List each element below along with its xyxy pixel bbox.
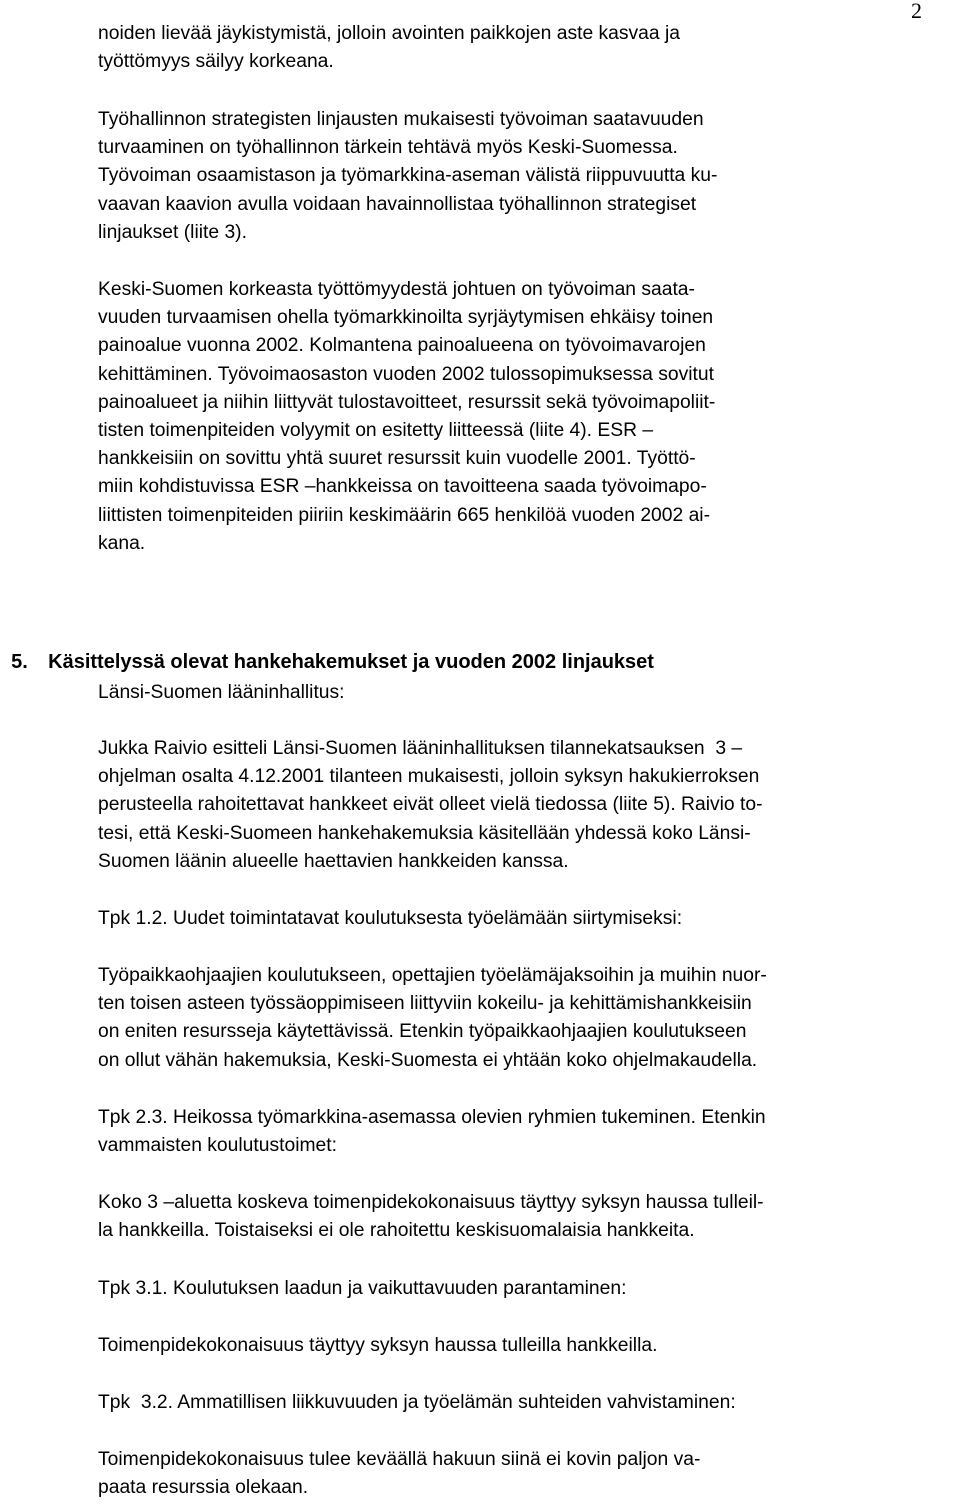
section-title: Käsittelyssä olevat hankehakemukset ja vuoden 2002 linjaukset	[48, 651, 654, 673]
paragraph-2: Työhallinnon strategisten linjausten mukaisesti työvoiman saatavuuden turvaaminen on työhallinnon tärkein tehtävä myös Keski-Suomessa. Työvoiman osaamistason ja työmarkkina-aseman välistä riippuvuutta ku- vaavan kaavion avulla voidaan havainnollistaa työhallinnon strategiset linjaukset (liite 3).	[98, 109, 718, 243]
section-number: 5.	[11, 651, 28, 673]
paragraph-6: Tpk 1.2. Uudet toimintatavat koulutuksesta työelämään siirtymiseksi:	[98, 908, 683, 929]
paragraph-11: Toimenpidekokonaisuus täyttyy syksyn haussa tulleilla hankkeilla.	[98, 1335, 658, 1356]
paragraph-1: noiden lievää jäykistymistä, jolloin avointen paikkojen aste kasvaa ja työttömyys säilyy korkeana.	[98, 23, 680, 73]
paragraph-5: Jukka Raivio esitteli Länsi-Suomen lääninhallituksen tilannekatsauksen 3 – ohjelman osalta 4.12.2001 tilanteen mukaisesti, jolloin syksyn hakukierroksen perusteella rahoitettavat hankkeet eivät olleet vielä tiedossa (liite 5). Raivio to- tesi, että Keski-Suomeen hankehakemuksia käsitellään yhdessä koko Länsi- Suomen läänin alueelle haettavien hankkeiden kanssa.	[98, 738, 763, 872]
paragraph-8: Tpk 2.3. Heikossa työmarkkina-asemassa olevien ryhmien tukeminen. Etenkin vammaisten koulutustoimet:	[98, 1107, 766, 1157]
paragraph-12: Tpk 3.2. Ammatillisen liikkuvuuden ja työelämän suhteiden vahvistaminen:	[98, 1392, 736, 1413]
section-heading	[11, 620, 958, 676]
paragraph-3: Keski-Suomen korkeasta työttömyydestä johtuen on työvoiman saata- vuuden turvaamisen ohella työmarkkinoilta syrjäytymisen ehkäisy toinen painoalue vuonna 2002. Kolmantena painoalueena on työvoimavarojen kehittäminen. Työvoimaosaston vuoden 2002 tulossopimuksessa sovitut painoalueet ja niihin liittyvät tulostavoitteet, resurssit sekä työvoimapoliit- tisten toimenpiteiden volyymit on esitetty liitteessä (liite 4). ESR – hankkeisiin on sovittu yhtä suuret resurssit kuin vuodelle 2001. Työttö- miin kohdistuvissa ESR –hankkeissa on tavoitteena saada työvoimapo- liittisten toimenpiteiden piiriin keskimäärin 665 henkilöä vuoden 2002 ai- kana.	[98, 279, 716, 554]
page-number: 2	[911, 0, 922, 23]
paragraph-7: Työpaikkaohjaajien koulutukseen, opettajien työelämäjaksoihin ja muihin nuor- ten toisen asteen työssäoppimiseen liittyviin kokeilu- ja kehittämishankkeisiin on eniten resursseja käytettävissä. Etenkin työpaikkaohjaajien koulutukseen on ollut vähän hakemuksia, Keski-Suomesta ei yhtään koko ohjelmakaudella.	[98, 965, 767, 1071]
paragraph-13: Toimenpidekokonaisuus tulee keväällä hakuun siinä ei kovin paljon va- paata resurssia olekaan.	[98, 1449, 701, 1499]
paragraph-10: Tpk 3.1. Koulutuksen laadun ja vaikuttavuuden parantaminen:	[98, 1278, 627, 1299]
paragraph-4: Länsi-Suomen lääninhallitus:	[98, 682, 345, 703]
paragraph-9: Koko 3 –aluetta koskeva toimenpidekokonaisuus täyttyy syksyn haussa tulleil- la hankkeilla. Toistaiseksi ei ole rahoitettu keskisuomalaisia hankkeita.	[98, 1192, 764, 1242]
